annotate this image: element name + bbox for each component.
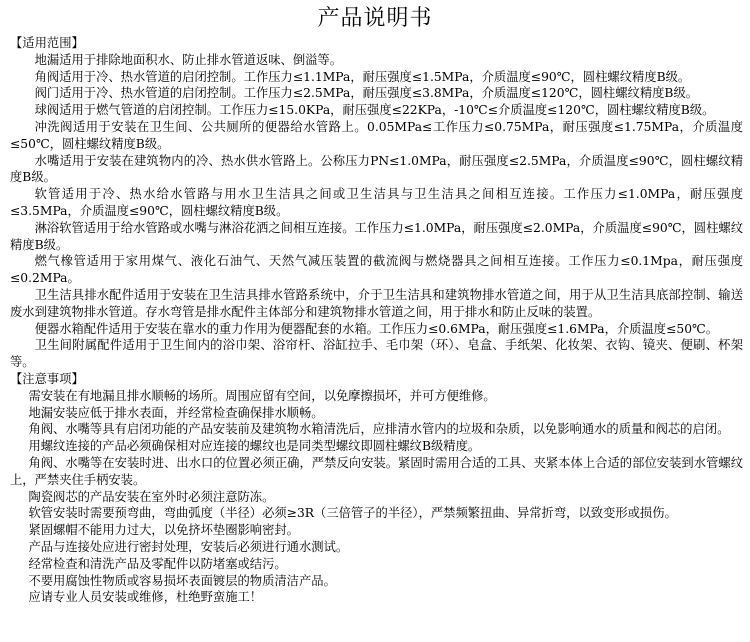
note-item: 不要用腐蚀性物质或容易损坏表面镀层的物质清洁产品。 (28, 573, 336, 588)
note-item: 软管安装时需要预弯曲，弯曲弧度（半径）必须≥3R（三倍管子的半径），严禁频繁扭曲、异常折弯，以致变形或损伤。 (28, 506, 677, 521)
note-item: 经常检查和清洗产品及零配件以防堵塞或结污。 (28, 556, 287, 571)
note-item: 角阀、水嘴等具有启闭功能的产品安装前及建筑物水箱清洗后，应排清水管内的垃圾和杂质，以免影响通水的质量和阀芯的启闭。 (28, 422, 730, 437)
scope-item-bathroom-accessories: 卫生间附属配件适用于卫生间内的浴巾架、浴帘杆、浴缸拉手、毛巾架（环）、皂盒、手纸架、化妆架、衣钩、镜夹、便刷、杯架等。 (10, 338, 743, 370)
scope-item-ball-valve: 球阀适用于燃气管道的启闭控制。工作压力≤15.0KPa，耐压强度≤22KPa，-10℃≤介质温度≤120℃，圆柱螺纹精度B级。 (34, 103, 715, 118)
note-item: 应请专业人员安装或维修，杜绝野蛮施工！ (28, 590, 263, 605)
scope-item-angle-valve: 角阀适用于冷、热水管道的启闭控制。工作压力≤1.1MPa，耐压强度≤1.5MPa，介质温度≤90℃，圆柱螺纹精度B级。 (34, 69, 691, 84)
scope-item-valve: 阀门适用于冷、热水管道的启闭控制。工作压力≤2.5MPa，耐压强度≤3.8MPa，介质温度≤120℃，圆柱螺纹精度B级。 (34, 86, 699, 101)
note-item: 用螺纹连接的产品必须确保相对应连接的螺纹也是同类型螺纹即圆柱螺纹B级精度。 (28, 439, 481, 454)
scope-item-hose: 软管适用于冷、热水给水管路与用水卫生洁具之间或卫生洁具与卫生洁具之间相互连接。工作压力≤1.0MPa，耐压强度≤3.5MPa，介质温度≤90℃，圆柱螺纹精度B级。 (10, 187, 743, 218)
scope-item-shower-hose: 淋浴软管适用于给水管路或水嘴与淋浴花洒之间相互连接。工作压力≤1.0MPa，耐压强度≤2.0MPa，介质温度≤90℃，圆柱螺纹精度B级。 (10, 220, 743, 252)
note-item: 需安装在有地漏且排水顺畅的场所。周围应留有空间，以免摩擦损坏，并可方便维修。 (28, 388, 496, 403)
scope-heading: 【适用范围】 (10, 36, 84, 50)
scope-item-gas-hose: 燃气橡管适用于家用煤气、液化石油气、天然气减压装置的截流阀与燃烧器具之间相互连接。工作压力≤0.1Mpa，耐压强度≤0.2MPa。 (10, 254, 743, 286)
scope-item-faucet: 水嘴适用于安装在建筑物内的冷、热水供水管路上。公称压力PN≤1.0MPa，耐压强度≤2.5MPa，介质温度≤90℃，圆柱螺纹精度B级。 (10, 153, 743, 185)
notes-heading: 【注意事项】 (10, 371, 84, 386)
note-item: 角阀、水嘴等在安装时进、出水口的位置必须正确，严禁反向安装。紧固时需用合适的工具、夹紧本体上合适的部位安装到水管螺纹上，严禁夹住手柄安装。 (10, 455, 743, 487)
scope-item-flush-valve: 冲洗阀适用于安装在卫生间、公共厕所的便器给水管路上。0.05MPa≤工作压力≤0.75MPa，耐压强度≤1.75MPa，介质温度≤50℃，圆柱螺纹精度B级。 (10, 119, 743, 151)
note-item: 紧固螺帽不能用力过大，以免挤坏垫圈影响密封。 (28, 523, 299, 538)
scope-item-tank-fittings: 便器水箱配件适用于安装在靠水的重力作用为便器配套的水箱。工作压力≤0.6MPa，耐压强度≤1.6MPa，介质温度≤50℃。 (34, 321, 719, 336)
manual-body (10, 35, 743, 606)
scope-item-drain-fittings: 卫生洁具排水配件适用于安装在卫生洁具排水管路系统中，介于卫生洁具和建筑物排水管道之间，用于从卫生洁具底部控制、输送废水到建筑物排水管道。存水弯管是排水配件主体部分和建筑物排水管道之间，用于排水和防止反味的装置。 (10, 287, 743, 319)
note-item: 产品与连接处应进行密封处理，安装后必须进行通水测试。 (28, 539, 349, 554)
note-item: 陶瓷阀芯的产品安装在室外时必须注意防冻。 (28, 489, 275, 504)
page-title: 产品说明书 (317, 6, 433, 31)
note-item: 地漏安装应低于排水表面，并经常检查确保排水顺畅。 (28, 405, 324, 420)
scope-item-floor-drain: 地漏适用于排除地面积水、防止排水管道返味、倒溢等。 (34, 52, 343, 67)
